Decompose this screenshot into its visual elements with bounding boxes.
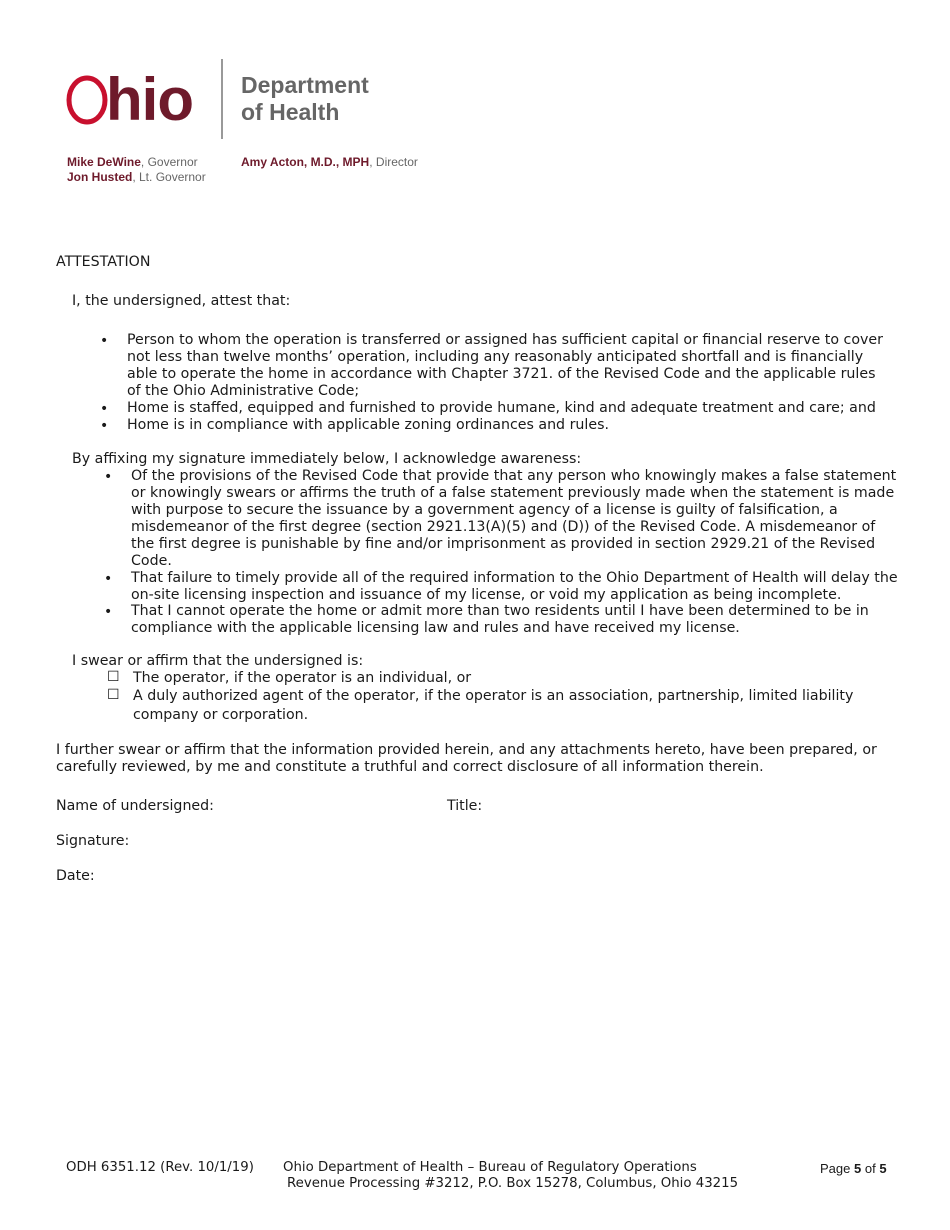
ohio-o-ring-icon [66, 74, 110, 126]
governor-line: Mike DeWine, Governor [67, 155, 198, 169]
bullet-icon: • [100, 401, 109, 417]
option-operator: The operator, if the operator is an individual, or [133, 670, 472, 686]
further-attestation: I further swear or affirm that the information provided herein, and any attachments hereto, have been prepared, or carefully reviewed, by me and constitute a truthful and correct disclosure of all information therein. [56, 742, 877, 775]
signature-field-label: Signature: [56, 833, 130, 849]
option-agent: A duly authorized agent of the operator, if the operator is an association, partnership, limited liability company or corporation. [133, 688, 854, 723]
bullet-icon: • [104, 604, 113, 620]
logo-divider [221, 59, 223, 139]
awareness-item-3: That I cannot operate the home or admit more than two residents until I have been determined to be in compliance with the applicable licensing law and rules and have received my license. [131, 603, 869, 636]
attest-item-3: Home is in compliance with applicable zoning ordinances and rules. [127, 417, 609, 433]
awareness-item-1: Of the provisions of the Revised Code that provide that any person who knowingly makes a false statement or knowingly swears or affirms the truth of a false statement previously made when the statement is made with purpose to secure the issuance by a government agency of a license is guilty of falsification, a misdemeanor of the first degree (section 2921.13(A)(5) and (D)) of the Revised Code. A misdemeanor of the first degree is punishable by fine and/or imprisonment as provided in section 2929.21 of the Revised Code. [131, 468, 897, 569]
attest-item-1: Person to whom the operation is transferred or assigned has sufficient capital or financial reserve to cover not less than twelve months’ operation, including any reasonably anticipated shortfall and is financially able to operate the home in accordance with Chapter 3721. of the Revised Code and the applicable rules of the Ohio Administrative Code; [127, 332, 883, 399]
operator-checkbox[interactable]: ☐ [107, 669, 120, 685]
director-line: Amy Acton, M.D., MPH, Director [241, 155, 418, 169]
bureau-address: Revenue Processing #3212, P.O. Box 15278, Columbus, Ohio 43215 [287, 1176, 739, 1191]
bullet-icon: • [104, 571, 113, 587]
name-field-label: Name of undersigned: [56, 798, 214, 814]
page-title: ATTESTATION [56, 254, 151, 270]
awareness-intro: By affixing my signature immediately below, I acknowledge awareness: [72, 451, 582, 467]
bureau-name: Ohio Department of Health – Bureau of Regulatory Operations [283, 1160, 697, 1175]
date-field-label: Date: [56, 868, 95, 884]
title-field-label: Title: [447, 798, 483, 814]
agent-checkbox[interactable]: ☐ [107, 687, 120, 703]
bullet-icon: • [100, 333, 109, 349]
bullet-icon: • [100, 418, 109, 434]
attest-intro: I, the undersigned, attest that: [72, 293, 291, 309]
bullet-icon: • [104, 469, 113, 485]
lt-governor-line: Jon Husted, Lt. Governor [67, 170, 206, 184]
department-name: Department of Health [241, 72, 369, 125]
swear-intro: I swear or affirm that the undersigned is: [72, 653, 364, 669]
form-id: ODH 6351.12 (Rev. 10/1/19) [66, 1160, 254, 1175]
ohio-logo [66, 66, 216, 133]
logo-wordmark: hio [106, 66, 193, 133]
page-number: Page 5 of 5 [820, 1161, 887, 1176]
attest-item-2: Home is staffed, equipped and furnished to provide humane, kind and adequate treatment and care; and [127, 400, 876, 416]
awareness-item-2: That failure to timely provide all of the required information to the Ohio Department of Health will delay the on-site licensing inspection and issuance of my license, or void my application as being incomplete. [131, 570, 898, 603]
